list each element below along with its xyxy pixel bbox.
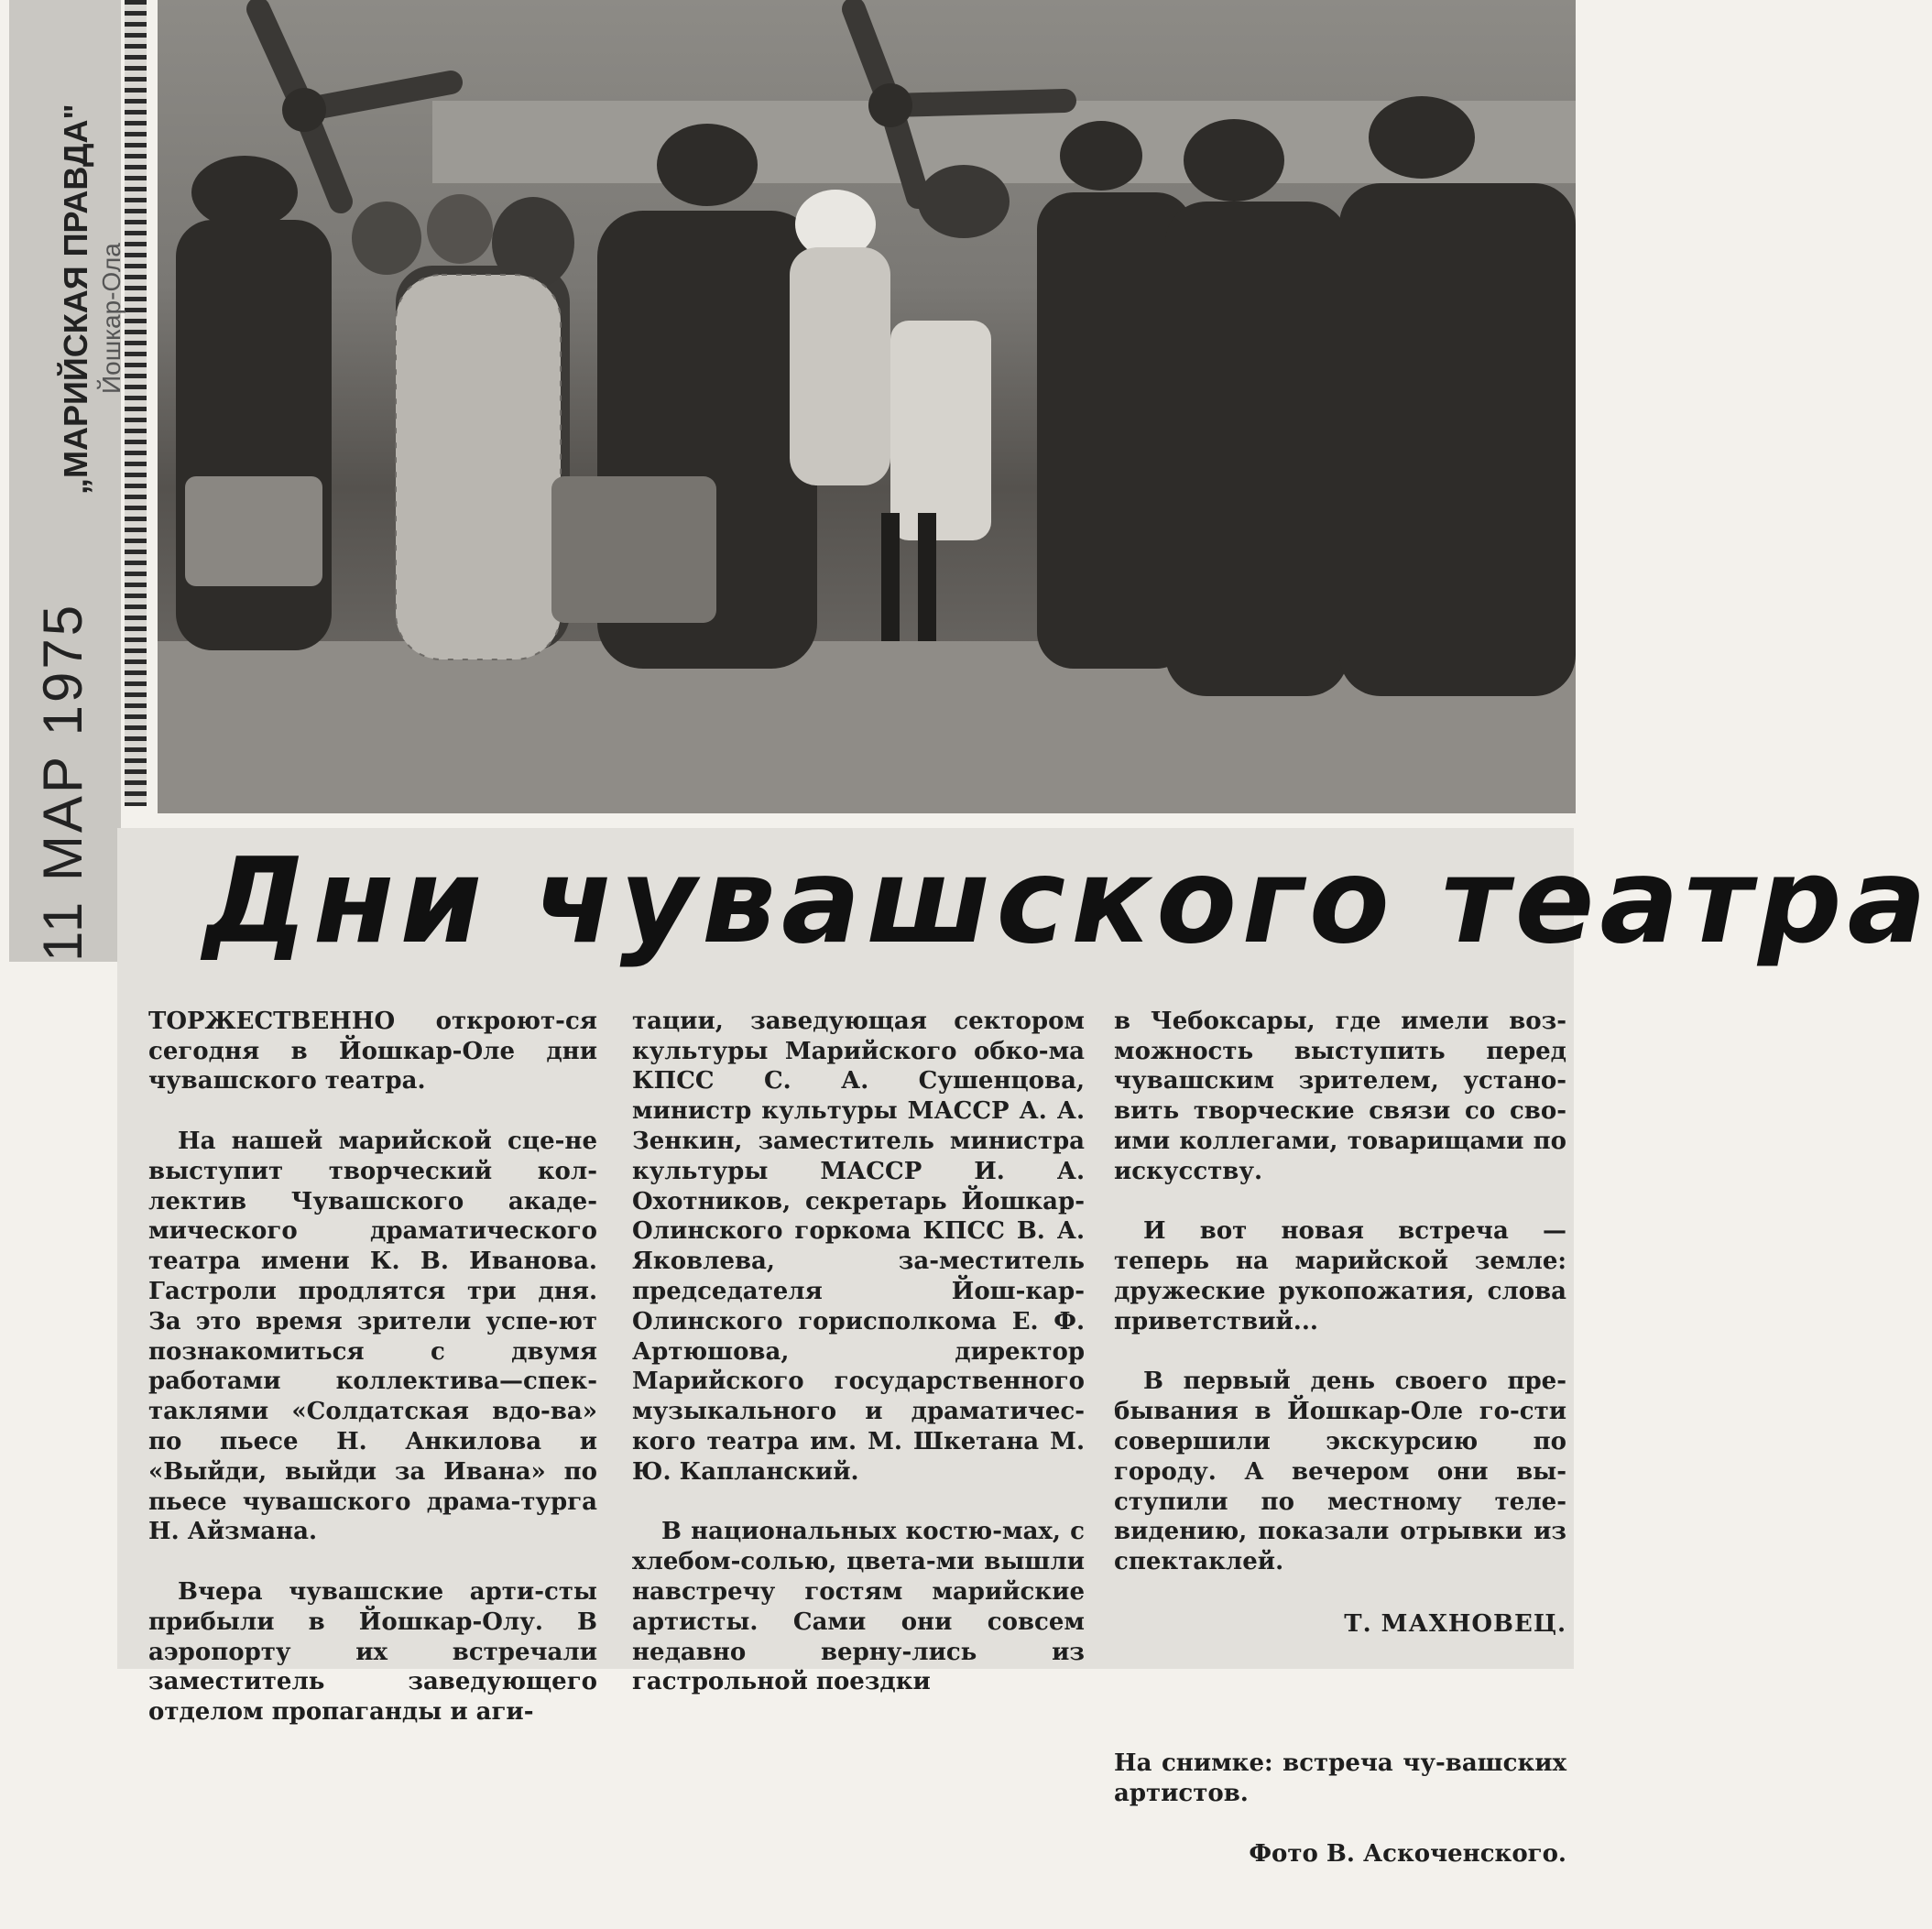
city-stamp: Йошкар-Ола xyxy=(97,243,126,394)
clipping-date-stamp: 11 МАР 1975 xyxy=(32,602,93,962)
woman-with-bread-and-salt xyxy=(790,190,991,641)
suitcase-left xyxy=(185,476,322,586)
photo-illustration xyxy=(158,0,1576,813)
article-photo xyxy=(158,0,1576,813)
article-column-2 xyxy=(632,976,1085,1727)
article-column-1 xyxy=(148,976,597,1758)
article-paragraph: И вот новая встреча — теперь на марийской земле: дружеские рукопожатия, слова приветствий... xyxy=(1114,1217,1566,1335)
perforated-edge xyxy=(125,0,147,806)
caption-text: На снимке: встреча чу-вашских артистов. xyxy=(1114,1749,1566,1807)
article-paragraph: в Чебоксары, где имели воз-можность выступить перед чувашским зрителем, устано-вить творческие связи со сво-ими коллегами, товарищами по искусству. xyxy=(1114,1007,1566,1185)
article-paragraph: тации, заведующая сектором культуры Марийского обко-ма КПСС С. А. Сушенцова, министр культуры МАССР А. А. Зенкин, заместитель министра культуры МАССР И. А. Охотников, секретарь Йошкар-Олинского горкома КПСС В. А. Яковлева, за-меститель председателя Йош-кар-Олинского горисполкома Е. Ф. Артюшова, директор Марийского государственного музыкального и драматичес-кого театра им. М. Шкетана М. Ю. Капланский. xyxy=(632,1007,1085,1486)
article-paragraph: Вчера чувашские арти-сты прибыли в Йошкар-Олу. В аэропорту их встречали заместитель заведующего отделом пропаганды и аги- xyxy=(148,1577,597,1727)
article-paragraph: В национальных костю-мах, с хлебом-солью, цвета-ми вышли навстречу гостям марийские артисты. Сами они совсем недавно верну-лись из гастрольной поездки xyxy=(632,1518,1085,1696)
photo-caption xyxy=(1114,1718,1566,1899)
article-paragraph: В первый день своего пре-бывания в Йошкар-Оле го-сти совершили экскурсию по городу. А вечером они вы-ступили по местному теле-видению, показали отрывки из спектаклей. xyxy=(1114,1368,1566,1576)
suitcase-center xyxy=(551,476,716,623)
article-paragraph: ТОРЖЕСТВЕННО откроют-ся сегодня в Йошкар-Оле дни чувашского театра. xyxy=(148,1007,597,1095)
photo-credit: Фото В. Аскоченского. xyxy=(1249,1839,1566,1868)
article-paragraph: На нашей марийской сце-не выступит творческий кол-лектив Чувашского акаде-мического драматического театра имени К. В. Иванова. Гастроли продлятся три дня. За это время зрители успе-ют познакомиться с двумя работами коллектива—спек-таклями «Солдатская вдо-ва» по пьесе Н. Анкилова и «Выйди, выйди за Ивана» по пьесе чувашского драма-турга Н. Айзмана. xyxy=(148,1127,597,1546)
newspaper-name-stamp: „МАРИЙСКАЯ ПРАВДА" xyxy=(57,104,94,495)
author-signature: Т. МАХНОВЕЦ. xyxy=(1344,1609,1566,1638)
article-column-3 xyxy=(1114,976,1566,1929)
article-headline: Дни чувашского театра xyxy=(203,834,1932,970)
